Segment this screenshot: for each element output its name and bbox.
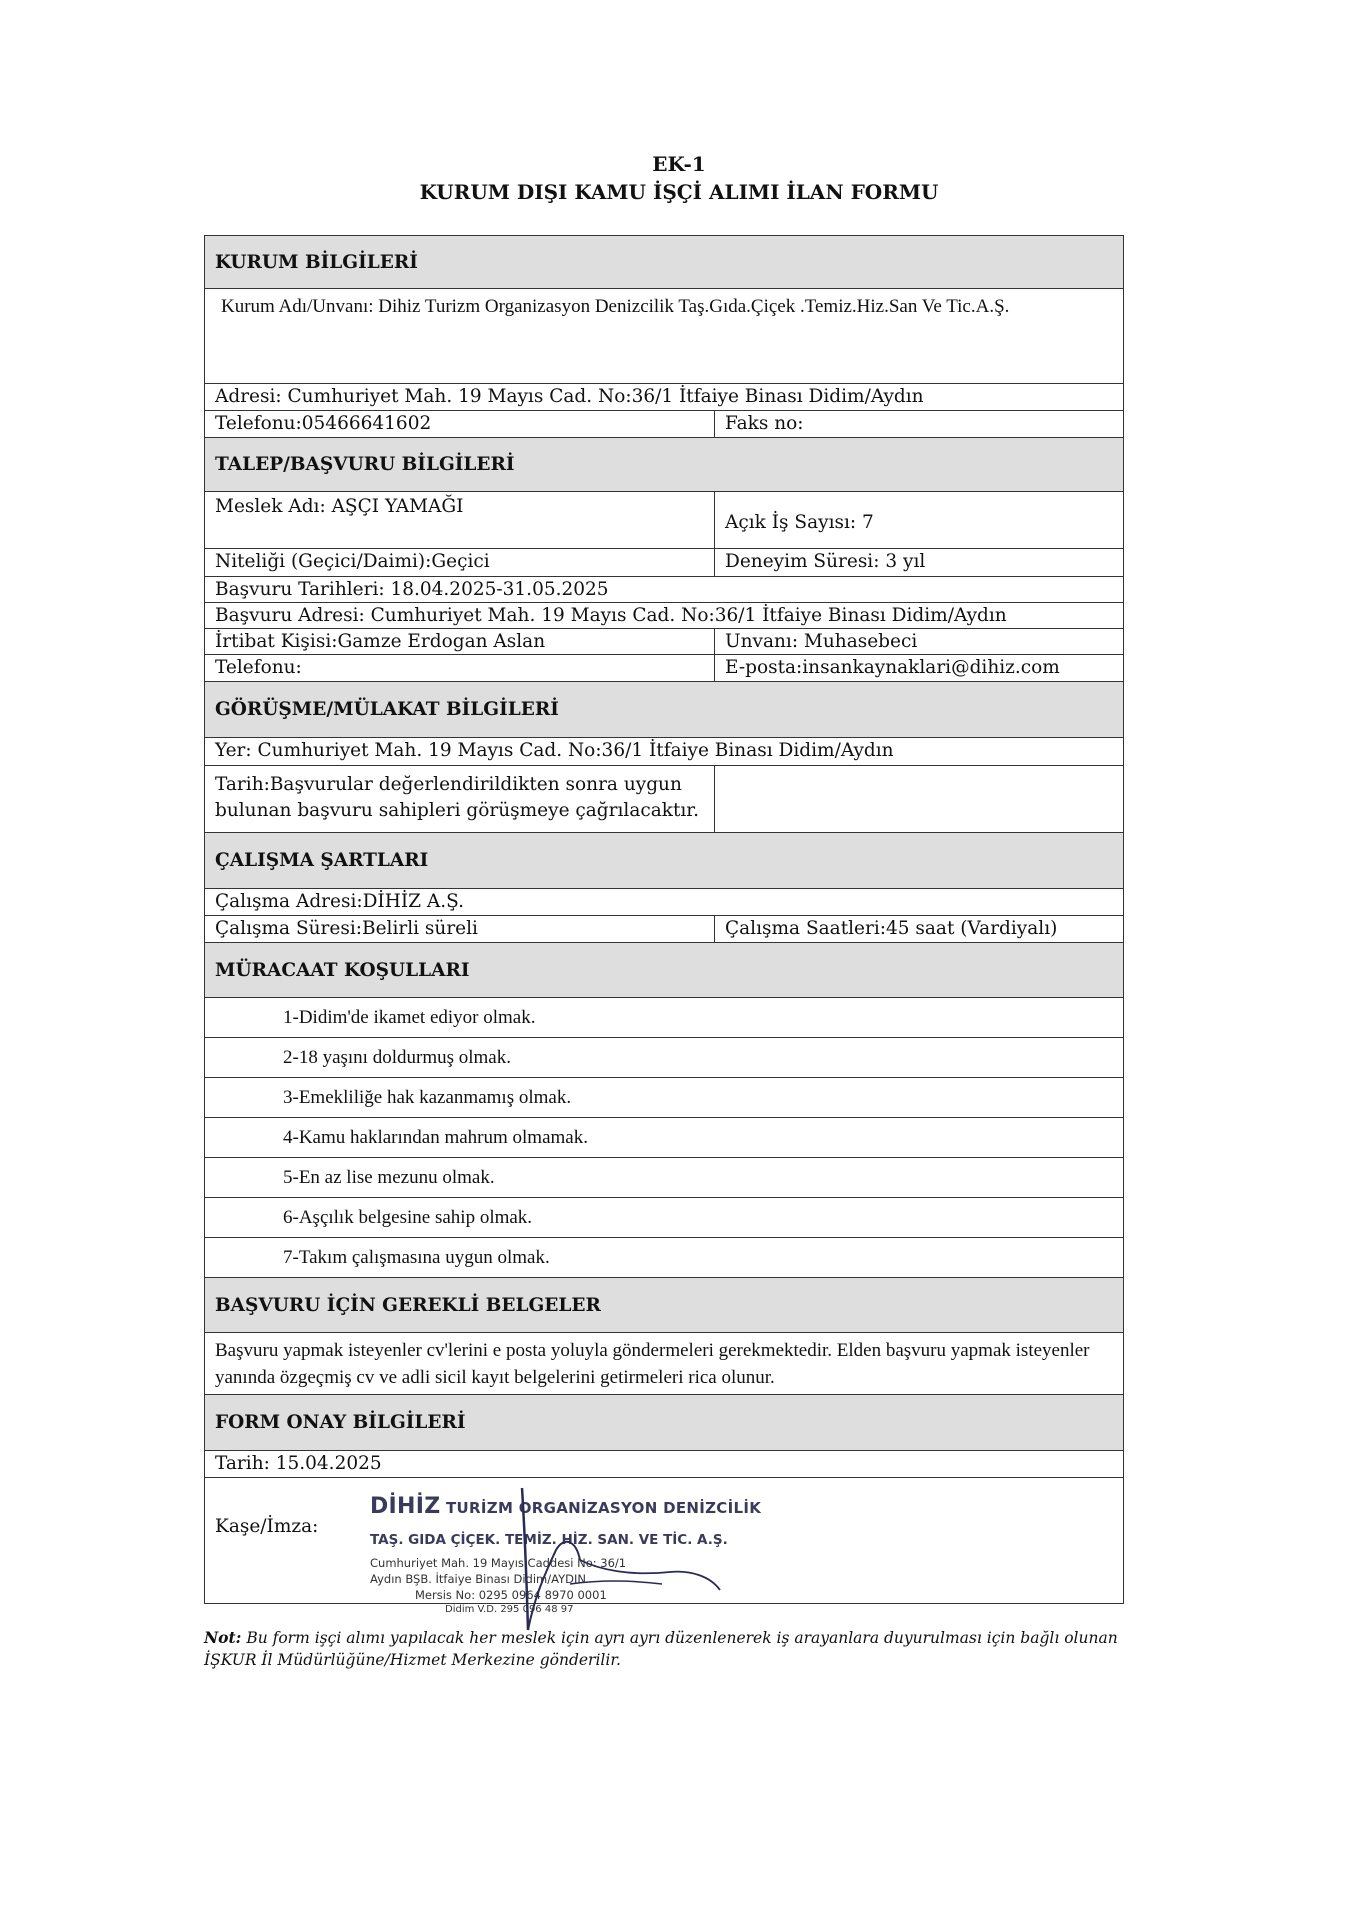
stamp-line-1: TURİZM ORGANİZASYON DENİZCİLİK	[440, 1499, 762, 1517]
condition-item: 4-Kamu haklarından mahrum olmamak.	[283, 1126, 588, 1148]
section-gerekli-belgeler: BAŞVURU İÇİN GEREKLİ BELGELER	[205, 1277, 1123, 1332]
approval-date: Tarih: 15.04.2025	[215, 1453, 382, 1474]
application-dates: Başvuru Tarihleri: 18.04.2025-31.05.2025	[215, 579, 609, 600]
work-address: Çalışma Adresi:DİHİZ A.Ş.	[215, 891, 465, 912]
institution-name: Kurum Adı/Unvanı: Dihiz Turizm Organizasyon Denizcilik Taş.Gıda.Çiçek .Temiz.Hiz.San Ve Tic.A.Ş.	[221, 296, 1010, 317]
open-positions: Açık İş Sayısı: 7	[725, 512, 874, 533]
experience-duration: Deneyim Süresi: 3 yıl	[725, 551, 926, 572]
contact-email: E-posta:insankaynaklari@dihiz.com	[725, 657, 1060, 678]
section-form-onay: FORM ONAY BİLGİLERİ	[205, 1394, 1123, 1450]
stamp-signature-label: Kaşe/İmza:	[215, 1516, 319, 1537]
institution-address: Adresi: Cumhuriyet Mah. 19 Mayıs Cad. No:36/1 İtfaiye Binası Didim/Aydın	[215, 386, 924, 407]
section-kurum-bilgileri: KURUM BİLGİLERİ	[205, 236, 1123, 288]
job-nature: Niteliği (Geçici/Daimi):Geçici	[205, 549, 715, 576]
interview-empty-cell	[715, 766, 1123, 832]
contact-phone: Telefonu:	[205, 655, 715, 681]
document-code: EK-1	[652, 152, 706, 176]
condition-item: 5-En az lise mezunu olmak.	[283, 1166, 495, 1188]
footnote	[204, 1627, 1164, 1671]
stamp-line-6: Didim V.D. 295 096 48 97	[445, 1604, 574, 1615]
stamp-line-2: TAŞ. GIDA ÇİÇEK. TEMİZ. HİZ. SAN. VE TİC. A.Ş.	[370, 1532, 728, 1548]
occupation-name: Meslek Adı: AŞÇI YAMAĞI	[205, 492, 715, 548]
institution-phone: Telefonu:05466641602	[205, 411, 715, 437]
condition-item: 3-Emekliliğe hak kazanmamış olmak.	[283, 1086, 572, 1108]
stamp-brand: DİHİZ	[370, 1494, 441, 1519]
signature-icon	[430, 1480, 750, 1640]
section-calisma-sartlari: ÇALIŞMA ŞARTLARI	[205, 832, 1123, 888]
job-posting-form	[204, 235, 1124, 1604]
section-talep-basvuru: TALEP/BAŞVURU BİLGİLERİ	[205, 437, 1123, 491]
application-address: Başvuru Adresi: Cumhuriyet Mah. 19 Mayıs Cad. No:36/1 İtfaiye Binası Didim/Aydın	[215, 605, 1007, 626]
section-gorusme-mulakat: GÖRÜŞME/MÜLAKAT BİLGİLERİ	[205, 681, 1123, 737]
required-documents-text: Başvuru yapmak isteyenler cv'lerini e posta yoluyla göndermeleri gerekmektedir. Elden başvuru yapmak isteyenler yanında özgeçmiş cv ve adli sicil kayıt belgelerini getirmeleri rica olunur.	[215, 1340, 1090, 1388]
condition-item: 7-Takım çalışmasına uygun olmak.	[283, 1246, 550, 1268]
stamp-line-4: Aydın BŞB. İtfaiye Binası Didim/AYDIN	[370, 1572, 586, 1586]
document-title: KURUM DIŞI KAMU İŞÇİ ALIMI İLAN FORMU	[419, 180, 939, 204]
condition-item: 1-Didim'de ikamet ediyor olmak.	[283, 1006, 536, 1028]
interview-location: Yer: Cumhuriyet Mah. 19 Mayıs Cad. No:36/1 İtfaiye Binası Didim/Aydın	[215, 740, 894, 761]
institution-fax: Faks no:	[725, 413, 804, 434]
condition-item: 6-Aşçılık belgesine sahip olmak.	[283, 1206, 533, 1228]
work-hours: Çalışma Saatleri:45 saat (Vardiyalı)	[725, 918, 1058, 939]
condition-item: 2-18 yaşını doldurmuş olmak.	[283, 1046, 511, 1068]
contact-title: Unvanı: Muhasebeci	[725, 631, 918, 652]
interview-date: Tarih:Başvurular değerlendirildikten sonra uygun bulunan başvuru sahipleri görüşmeye çağrılacaktır.	[205, 766, 715, 832]
footnote-label: Not:	[204, 1628, 242, 1647]
section-muracaat-kosullari: MÜRACAAT KOŞULLARI	[205, 942, 1123, 997]
work-duration: Çalışma Süresi:Belirli süreli	[205, 916, 715, 942]
contact-person: İrtibat Kişisi:Gamze Erdogan Aslan	[205, 629, 715, 654]
stamp-line-3: Cumhuriyet Mah. 19 Mayıs Caddesi No: 36/1	[370, 1556, 627, 1570]
stamp-line-5: Mersis No: 0295 0964 8970 0001	[415, 1588, 607, 1602]
footnote-text: Bu form işçi alımı yapılacak her meslek için ayrı ayrı düzenlenerek iş arayanlara duyurulması için bağlı olunan İŞKUR İl Müdürlüğüne/Hizmet Merkezine gönderilir.	[204, 1629, 1118, 1669]
